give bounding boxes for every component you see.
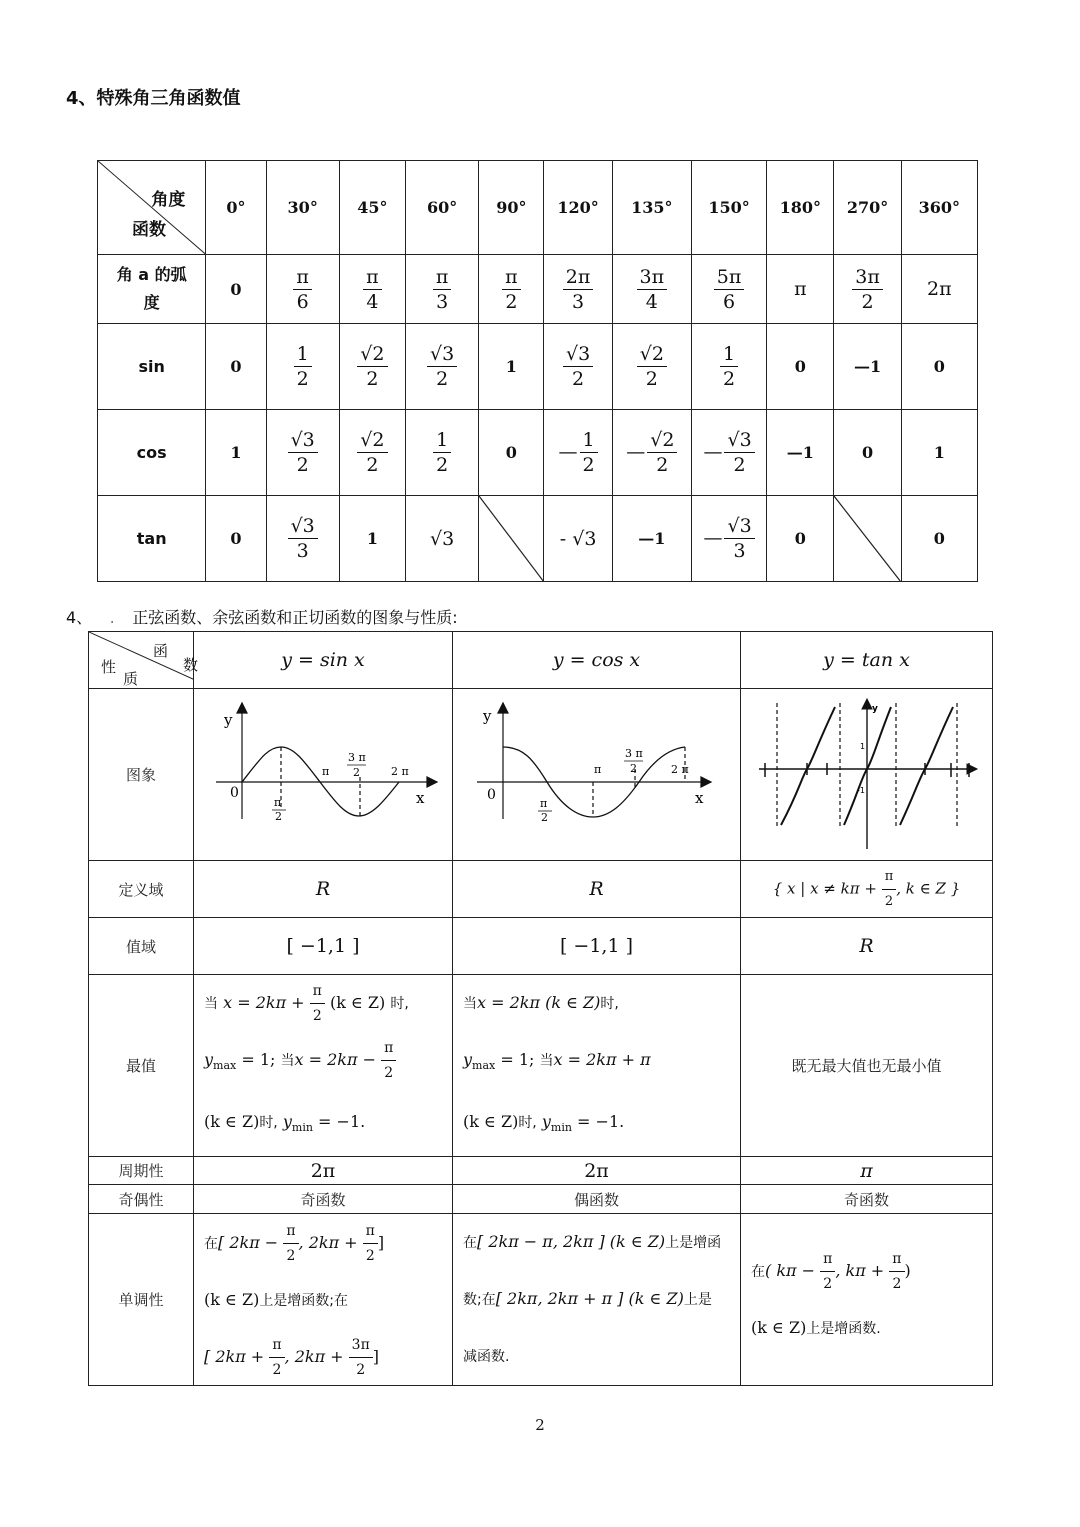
section-number: 4、 <box>66 608 93 627</box>
sin-cell: $\frac{√3}{2}$ <box>406 324 479 410</box>
sin-row-label: sin <box>98 324 206 410</box>
properties-corner-header <box>89 632 199 689</box>
angle-header: 45° <box>339 161 405 255</box>
radian-cell: $\frac{3\pi}{2}$ <box>834 255 901 324</box>
cos-graph-halfpi-den: 2 <box>541 811 548 824</box>
cos-cell: $\frac{√2}{2}$ <box>339 410 405 496</box>
tan-cell: 0 <box>901 496 977 582</box>
corner-char: 函 <box>153 642 169 660</box>
radian-row-label <box>98 255 206 324</box>
sin-graph-2pi: 2 π <box>391 765 409 778</box>
radian-cell: $\frac{\pi}{2}$ <box>479 255 544 324</box>
sin-graph-pi: π <box>322 765 330 778</box>
title-dot: . <box>109 608 115 627</box>
radian-cell: 0 <box>206 255 266 324</box>
sin-cell: 0 <box>206 324 266 410</box>
corner-char: 性 <box>101 658 117 676</box>
extrema-row-label: 最值 <box>89 975 194 1157</box>
cos-graph-2pi: 2 π <box>671 763 689 776</box>
sin-cell: 0 <box>767 324 834 410</box>
graph-row-label: 图象 <box>89 689 194 861</box>
cos-cell: 0 <box>479 410 544 496</box>
angle-header: 270° <box>834 161 901 255</box>
cos-graph <box>453 689 741 860</box>
tan-graph <box>741 689 993 860</box>
angle-header: 120° <box>544 161 612 255</box>
monotonic-tan: 在( kπ − $\frac{\pi}{2}$ , kπ + $\frac{\pi}{2}$ ) (k ∈ Z)上是增函数. <box>741 1214 993 1386</box>
cos-cell: $\frac{√3}{2}$ <box>266 410 339 496</box>
extrema-cos: 当x = 2kπ (k ∈ Z)时, $y_{max} = 1$; 当x = 2kπ + π (k ∈ Z)时, $y_{min} = -1$. <box>453 975 741 1157</box>
period-sin: 2π <box>194 1157 453 1185</box>
angle-header: 30° <box>266 161 339 255</box>
header-tan: y = tan x <box>741 632 993 689</box>
radian-cell: $\frac{\pi}{3}$ <box>406 255 479 324</box>
radian-cell: $\frac{5\pi}{6}$ <box>691 255 766 324</box>
cos-cell: — $\frac{√3}{2}$ <box>691 410 766 496</box>
sin-graph <box>194 689 453 860</box>
parity-tan: 奇函数 <box>741 1185 993 1214</box>
sin-graph-x-label: x <box>416 789 425 807</box>
cos-cell: — $\frac{1}{2}$ <box>544 410 612 496</box>
range-sin: [ −1,1 ] <box>194 918 453 975</box>
sin-cell: $\frac{√2}{2}$ <box>612 324 691 410</box>
monotonic-sin: 在[ 2kπ − $\frac{\pi}{2}$ , 2kπ + $\frac{\pi}{2}$ ] (k ∈ Z)上是增函数;在 [ 2kπ + $\frac{\pi}{2}$ , 2kπ + $\frac{3\pi}{2}$ ] <box>194 1214 453 1386</box>
cos-graph-x-label: x <box>695 789 704 807</box>
angle-header: 60° <box>406 161 479 255</box>
corner-char: 数 <box>183 656 199 674</box>
cos-graph-y-label: y <box>483 707 492 725</box>
angle-header: 150° <box>691 161 766 255</box>
angle-header: 0° <box>206 161 266 255</box>
sin-cell: 0 <box>901 324 977 410</box>
cos-cell: — $\frac{√2}{2}$ <box>612 410 691 496</box>
header-cos: y = cos x <box>453 632 741 689</box>
radian-cell: $\frac{\pi}{6}$ <box>266 255 339 324</box>
tan-cell: 0 <box>767 496 834 582</box>
corner-angle-label: 角度 <box>151 190 186 210</box>
sin-cell: $\frac{√2}{2}$ <box>339 324 405 410</box>
tan-cell: 0 <box>206 496 266 582</box>
extrema-sin: 当 x = 2kπ + $\frac{\pi}{2}$ (k ∈ Z) 时, $y_{max} = 1$; 当x = 2kπ − $\frac{\pi}{2}$ (k ∈ Z)时, $y_{min} = -1$. <box>194 975 453 1157</box>
radian-cell: $\frac{\pi}{4}$ <box>339 255 405 324</box>
sin-graph-3pi-den: 2 <box>353 766 360 779</box>
cos-graph-3pi-den: 2 <box>630 762 637 775</box>
radian-label-line1: 角 a 的弧 <box>116 265 187 284</box>
sin-cell: $\frac{√3}{2}$ <box>544 324 612 410</box>
domain-row-label: 定义域 <box>89 861 194 918</box>
domain-tan-part2: , k ∈ Z } <box>896 879 961 897</box>
domain-tan: { x | x ≠ kπ + $\frac{\pi}{2}$ , k ∈ Z } <box>741 861 993 918</box>
monotonic-row-label: 单调性 <box>89 1214 194 1386</box>
table-corner-header <box>98 161 206 255</box>
radian-cell: $\frac{3\pi}{4}$ <box>612 255 691 324</box>
range-row-label: 值域 <box>89 918 194 975</box>
tan-cell: $\frac{√3}{3}$ <box>266 496 339 582</box>
radian-cell: π <box>767 255 834 324</box>
sin-graph-halfpi-num: π <box>274 796 282 809</box>
trig-properties-table <box>88 631 993 1386</box>
parity-sin: 奇函数 <box>194 1185 453 1214</box>
sin-graph-origin: 0 <box>230 785 239 801</box>
header-sin: y = sin x <box>194 632 453 689</box>
range-cos: [ −1,1 ] <box>453 918 741 975</box>
sin-cell: 1 <box>479 324 544 410</box>
parity-cos: 偶函数 <box>453 1185 741 1214</box>
sin-cell: $\frac{1}{2}$ <box>691 324 766 410</box>
section-title-graphs <box>66 605 458 628</box>
cos-cell: 1 <box>901 410 977 496</box>
cos-cell: 1 <box>206 410 266 496</box>
cos-row-label: cos <box>98 410 206 496</box>
cos-graph-origin: 0 <box>487 787 496 803</box>
section-title-special-angles: 4、特殊角三角函数值 <box>66 88 241 109</box>
sin-cell: $\frac{1}{2}$ <box>266 324 339 410</box>
range-tan: R <box>741 918 993 975</box>
special-angle-table <box>97 160 978 582</box>
tan-cell: —1 <box>612 496 691 582</box>
extrema-tan: 既无最大值也无最小值 <box>741 975 993 1157</box>
domain-sin: R <box>194 861 453 918</box>
tan-cell: √3 <box>406 496 479 582</box>
sin-cell: —1 <box>834 324 901 410</box>
angle-header: 90° <box>479 161 544 255</box>
cos-graph-halfpi-num: π <box>540 797 548 810</box>
radian-cell: 2π <box>901 255 977 324</box>
angle-header: 180° <box>767 161 834 255</box>
cos-graph-pi: π <box>594 763 602 776</box>
domain-cos: R <box>453 861 741 918</box>
corner-char: 质 <box>123 670 139 688</box>
cos-graph-3pi-num: 3 π <box>625 747 643 760</box>
sin-graph-halfpi-den: 2 <box>275 810 282 823</box>
period-tan: π <box>741 1157 993 1185</box>
angle-header: 135° <box>612 161 691 255</box>
tan-cell: 1 <box>339 496 405 582</box>
tan-graph-neg-one: -1 <box>857 786 865 795</box>
cos-cell: $\frac{1}{2}$ <box>406 410 479 496</box>
page-number: 2 <box>535 1416 545 1434</box>
radian-cell: $\frac{2\pi}{3}$ <box>544 255 612 324</box>
tan-cell-undefined <box>834 496 901 582</box>
tan-graph-y-label: y <box>872 704 878 714</box>
tan-cell-undefined <box>479 496 544 582</box>
cos-cell: 0 <box>834 410 901 496</box>
domain-tan-part1: { x | x ≠ kπ + <box>772 879 877 897</box>
tan-cell: — $\frac{√3}{3}$ <box>691 496 766 582</box>
sin-graph-y-label: y <box>224 711 233 729</box>
tan-graph-cell <box>741 689 993 861</box>
radian-label-line2: 度 <box>143 293 160 312</box>
period-row-label: 周期性 <box>89 1157 194 1185</box>
sin-graph-3pi-num: 3 π <box>348 751 366 764</box>
tan-row-label: tan <box>98 496 206 582</box>
cos-cell: —1 <box>767 410 834 496</box>
corner-function-label: 函数 <box>132 220 166 240</box>
tan-graph-one: 1 <box>860 742 866 751</box>
cos-graph-cell <box>453 689 741 861</box>
parity-row-label: 奇偶性 <box>89 1185 194 1214</box>
period-cos: 2π <box>453 1157 741 1185</box>
tan-cell: - √3 <box>544 496 612 582</box>
angle-header: 360° <box>901 161 977 255</box>
section-title-text: 正弦函数、余弦函数和正切函数的图象与性质: <box>132 608 458 627</box>
monotonic-cos: 在[ 2kπ − π, 2kπ ] (k ∈ Z)上是增函 数;在[ 2kπ, 2kπ + π ] (k ∈ Z)上是 减函数. <box>453 1214 741 1386</box>
sin-graph-cell <box>194 689 453 861</box>
